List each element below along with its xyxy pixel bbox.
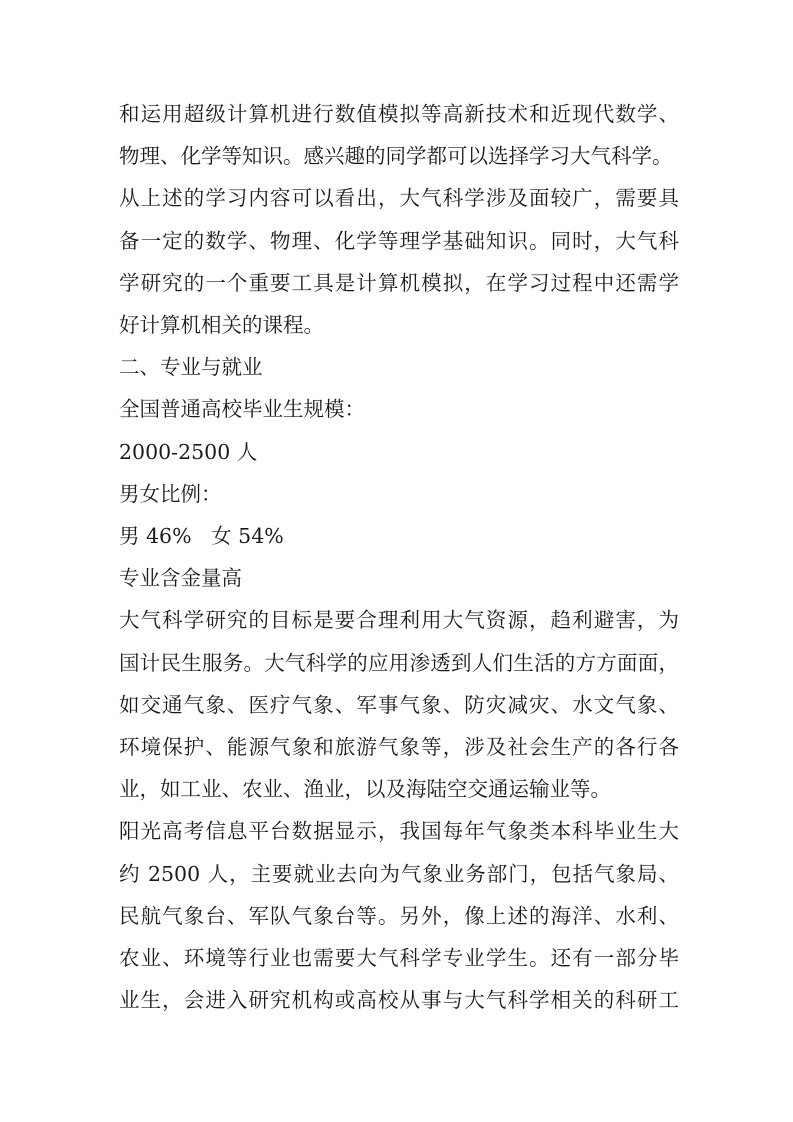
text-line: 学研究的一个重要工具是计算机模拟，在学习过程中还需学: [119, 270, 679, 295]
text-line: 约 2500 人，主要就业去向为气象业务部门，包括气象局、: [119, 861, 679, 886]
gender-ratio-label: 男女比例：: [119, 481, 222, 506]
text-line: 大气科学研究的目标是要合理利用大气资源，趋利避害，为: [119, 608, 679, 633]
graduate-scale-label: 全国普通高校毕业生规模：: [119, 397, 365, 422]
text-line: 和运用超级计算机进行数值模拟等高新技术和近现代数学、: [119, 102, 679, 126]
text-line: 从上述的学习内容可以看出，大气科学涉及面较广，需要具: [119, 186, 679, 211]
paragraph-employment: [119, 810, 679, 1021]
gender-ratio-value: 男 46% 女 54%: [119, 524, 284, 549]
text-line: 民航气象台、军队气象台等。另外，像上述的海洋、水利、: [119, 903, 679, 928]
text-line: 环境保护、能源气象和旅游气象等，涉及社会生产的各行各: [119, 735, 679, 760]
text-line: 农业、环境等行业也需要大气科学专业学生。还有一部分毕: [119, 946, 679, 971]
subheading: 专业含金量高: [119, 566, 242, 591]
text-line: 阳光高考信息平台数据显示，我国每年气象类本科毕业生大: [119, 819, 679, 844]
paragraph-applications: [119, 599, 679, 810]
text-line: 业生，会进入研究机构或高校从事与大气科学相关的科研工: [119, 988, 679, 1013]
text-line: 备一定的数学、物理、化学等理学基础知识。同时，大气科: [119, 228, 679, 253]
text-line: 业，如工业、农业、渔业，以及海陆空交通运输业等。: [119, 777, 611, 802]
graduate-scale-value: 2000-2500 人: [119, 439, 258, 464]
paragraph-study-methods: [119, 93, 679, 177]
text-line: 国计民生服务。大气科学的应用渗透到人们生活的方方面面，: [119, 650, 679, 675]
document-body: [119, 93, 679, 1021]
text-line: 好计算机相关的课程。: [119, 313, 324, 338]
text-line: 物理、化学等知识。感兴趣的同学都可以选择学习大气科学。: [119, 144, 673, 169]
paragraph-study-summary: [119, 177, 679, 346]
section-heading: 二、专业与就业: [119, 355, 263, 380]
text-line: 如交通气象、医疗气象、军事气象、防灾减灾、水文气象、: [119, 692, 679, 717]
